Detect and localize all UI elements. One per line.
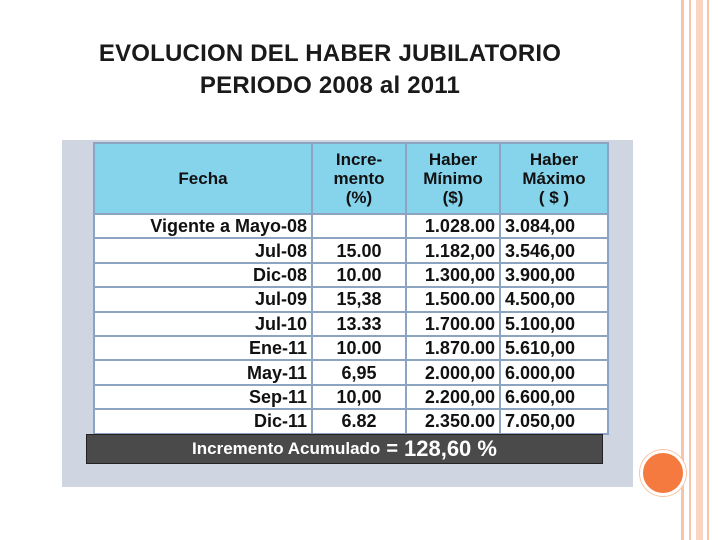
cell-haber-maximo: 7.050,00 [500, 409, 608, 433]
header-haber-minimo [406, 143, 500, 214]
cell-fecha: Jul-08 [94, 238, 312, 262]
header-incremento-line: Incre- [335, 150, 383, 169]
table-row [94, 312, 608, 336]
cell-incremento: 10,00 [312, 385, 406, 409]
cell-fecha: Jul-09 [94, 287, 312, 311]
header-fecha: Fecha [94, 143, 312, 214]
decorative-stripe [707, 0, 709, 540]
cell-incremento: 10.00 [312, 336, 406, 360]
header-maximo-line: Máximo [522, 169, 586, 188]
header-incremento-line: mento [333, 169, 385, 188]
decorative-circle [640, 450, 686, 496]
cell-incremento: 15.00 [312, 238, 406, 262]
table-row [94, 214, 608, 238]
header-maximo-line: ( $ ) [538, 188, 570, 207]
header-minimo-line: Mínimo [423, 169, 483, 188]
cell-haber-minimo: 1.870.00 [406, 336, 500, 360]
slide-title-line-2: PERIODO 2008 al 2011 [199, 72, 461, 99]
cell-fecha: Jul-10 [94, 312, 312, 336]
table-row [94, 238, 608, 262]
cell-haber-maximo: 5.100,00 [500, 312, 608, 336]
cell-incremento: 10.00 [312, 263, 406, 287]
equals-sign: = [386, 437, 398, 460]
cell-haber-minimo: 1.300,00 [406, 263, 500, 287]
cell-fecha: May-11 [94, 360, 312, 384]
cell-incremento [312, 214, 406, 238]
table-row [94, 336, 608, 360]
cell-fecha: Vigente a Mayo-08 [94, 214, 312, 238]
cell-incremento: 15,38 [312, 287, 406, 311]
cell-haber-maximo: 3.900,00 [500, 263, 608, 287]
cell-haber-minimo: 1.500.00 [406, 287, 500, 311]
cell-haber-maximo: 6.600,00 [500, 385, 608, 409]
table-row [94, 385, 608, 409]
cell-haber-maximo: 4.500,00 [500, 287, 608, 311]
cell-haber-maximo: 5.610,00 [500, 336, 608, 360]
cell-haber-minimo: 2.000,00 [406, 360, 500, 384]
header-maximo-line: Haber [529, 150, 579, 169]
cumulative-increase-value: 128,60 % [404, 436, 497, 461]
cell-haber-maximo: 6.000,00 [500, 360, 608, 384]
table-row [94, 360, 608, 384]
cell-haber-minimo: 2.200,00 [406, 385, 500, 409]
cell-haber-maximo: 3.546,00 [500, 238, 608, 262]
cell-fecha: Sep-11 [94, 385, 312, 409]
cumulative-increase-label: Incremento Acumulado [192, 439, 381, 458]
header-incremento [312, 143, 406, 214]
cell-haber-minimo: 1.700.00 [406, 312, 500, 336]
header-minimo-line: Haber [428, 150, 478, 169]
cell-haber-minimo: 1.028.00 [406, 214, 500, 238]
table-row [94, 287, 608, 311]
cell-fecha: Ene-11 [94, 336, 312, 360]
cell-incremento: 6,95 [312, 360, 406, 384]
slide-title [30, 38, 630, 102]
cell-haber-maximo: 3.084,00 [500, 214, 608, 238]
cell-incremento: 6.82 [312, 409, 406, 433]
cell-fecha: Dic-11 [94, 409, 312, 433]
header-haber-maximo [500, 143, 608, 214]
cumulative-increase-bar [86, 434, 603, 464]
decorative-stripe [696, 0, 703, 540]
cell-haber-minimo: 2.350.00 [406, 409, 500, 433]
table-header-row [94, 143, 608, 214]
cell-incremento: 13.33 [312, 312, 406, 336]
table-row [94, 263, 608, 287]
decorative-stripe [689, 0, 691, 540]
header-incremento-line: (%) [345, 188, 373, 207]
header-minimo-line: ($) [442, 188, 464, 207]
cell-fecha: Dic-08 [94, 263, 312, 287]
cell-haber-minimo: 1.182,00 [406, 238, 500, 262]
pension-table [93, 142, 609, 435]
table-row [94, 409, 608, 433]
slide-title-line-1: EVOLUCION DEL HABER JUBILATORIO [98, 40, 562, 67]
